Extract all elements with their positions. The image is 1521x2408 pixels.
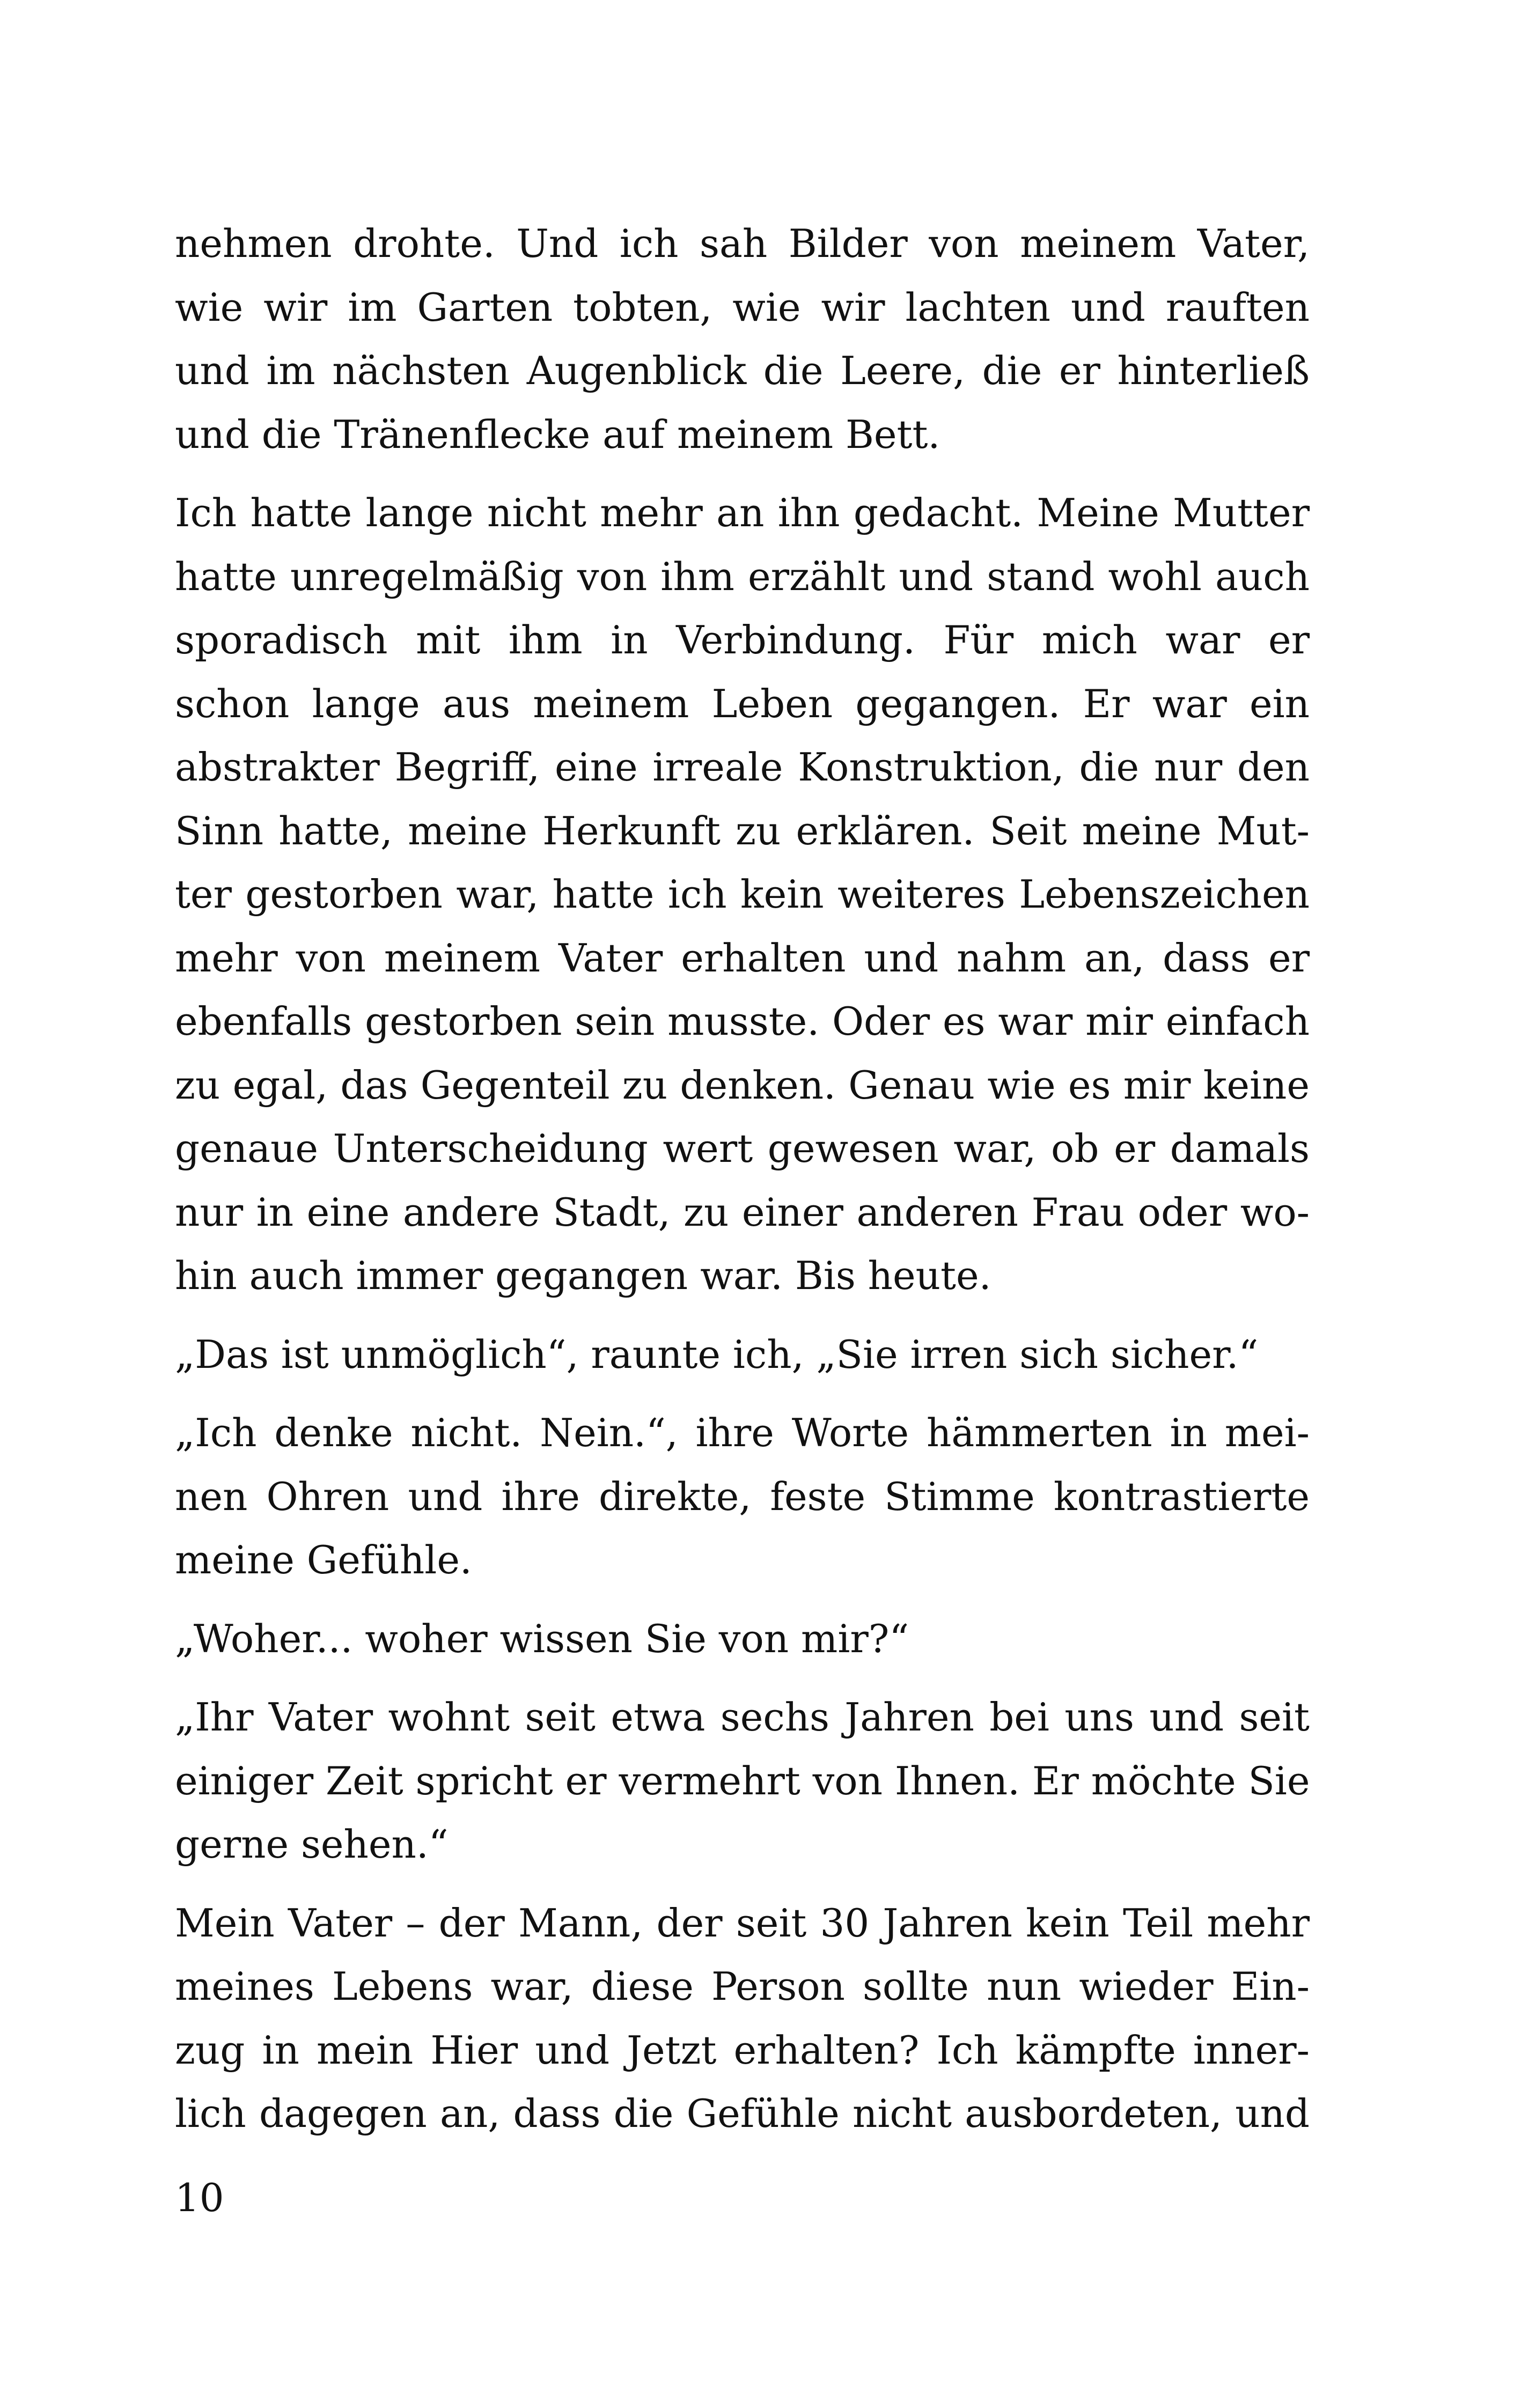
- text-line: „Das ist unmöglich“, raunte ich, „Sie irren sich sicher.“: [175, 1331, 1259, 1377]
- text-line: Mein Vater – der Mann, der seit 30 Jahren kein Teil mehr: [175, 1900, 1310, 1946]
- text-line: Sinn hatte, meine Herkunft zu erklären. Seit meine Mut-: [175, 808, 1310, 853]
- text-line: und im nächsten Augenblick die Leere, die er hinterließ: [175, 348, 1310, 393]
- paragraph-gap: [175, 1592, 1310, 1607]
- text-line: „Woher... woher wissen Sie von mir?“: [175, 1616, 909, 1661]
- text-line: meine Gefühle.: [175, 1537, 472, 1582]
- text-line: nehmen drohte. Und ich sah Bilder von meinem Vater,: [175, 221, 1310, 266]
- text-line: hin auch immer gegangen war. Bis heute.: [175, 1253, 991, 1298]
- text-line: nur in eine andere Stadt, zu einer anderen Frau oder wo-: [175, 1189, 1310, 1235]
- text-line: einiger Zeit spricht er vermehrt von Ihnen. Er möchte Sie: [175, 1758, 1310, 1803]
- text-line: lich dagegen an, dass die Gefühle nicht ausbordeten, und: [175, 2091, 1310, 2136]
- text-line: zu egal, das Gegenteil zu denken. Genau wie es mir keine: [175, 1062, 1310, 1108]
- text-line: genaue Unterscheidung wert gewesen war, ob er damals: [175, 1126, 1310, 1171]
- text-line: schon lange aus meinem Leben gegangen. Er war ein: [175, 681, 1310, 726]
- text-line: ebenfalls gestorben sein musste. Oder es war mir einfach: [175, 999, 1310, 1044]
- paragraph-gap: [175, 1876, 1310, 1891]
- text-line: sporadisch mit ihm in Verbindung. Für mich war er: [175, 617, 1310, 662]
- text-line: hatte unregelmäßig von ihm erzählt und stand wohl auch: [175, 554, 1310, 599]
- page-number: 10: [175, 2175, 224, 2220]
- text-line: zug in mein Hier und Jetzt erhalten? Ich kämpfte inner-: [175, 2027, 1310, 2073]
- text-line: gerne sehen.“: [175, 1822, 449, 1867]
- text-line: abstrakter Begriff, eine irreale Konstruktion, die nur den: [175, 745, 1310, 790]
- body-text: [175, 212, 1310, 2146]
- text-line: meines Lebens war, diese Person sollte nun wieder Ein-: [175, 1964, 1310, 2009]
- text-line: wie wir im Garten tobten, wie wir lachten und rauften: [175, 284, 1310, 330]
- text-line: ter gestorben war, hatte ich kein weiteres Lebenszeichen: [175, 872, 1310, 917]
- text-line: Ich hatte lange nicht mehr an ihn gedacht. Meine Mutter: [175, 490, 1310, 535]
- paragraph-gap: [175, 1386, 1310, 1401]
- paragraph-gap: [175, 1308, 1310, 1323]
- text-line: nen Ohren und ihre direkte, feste Stimme kontrastierte: [175, 1474, 1310, 1519]
- text-line: „Ihr Vater wohnt seit etwa sechs Jahren bei uns und seit: [175, 1695, 1310, 1740]
- text-line: und die Tränenflecke auf meinem Bett.: [175, 411, 940, 457]
- text-line: mehr von meinem Vater erhalten und nahm an, dass er: [175, 935, 1310, 981]
- text-line: „Ich denke nicht. Nein.“, ihre Worte hämmerten in mei-: [175, 1410, 1310, 1455]
- paragraph-gap: [175, 466, 1310, 481]
- paragraph-gap: [175, 1670, 1310, 1685]
